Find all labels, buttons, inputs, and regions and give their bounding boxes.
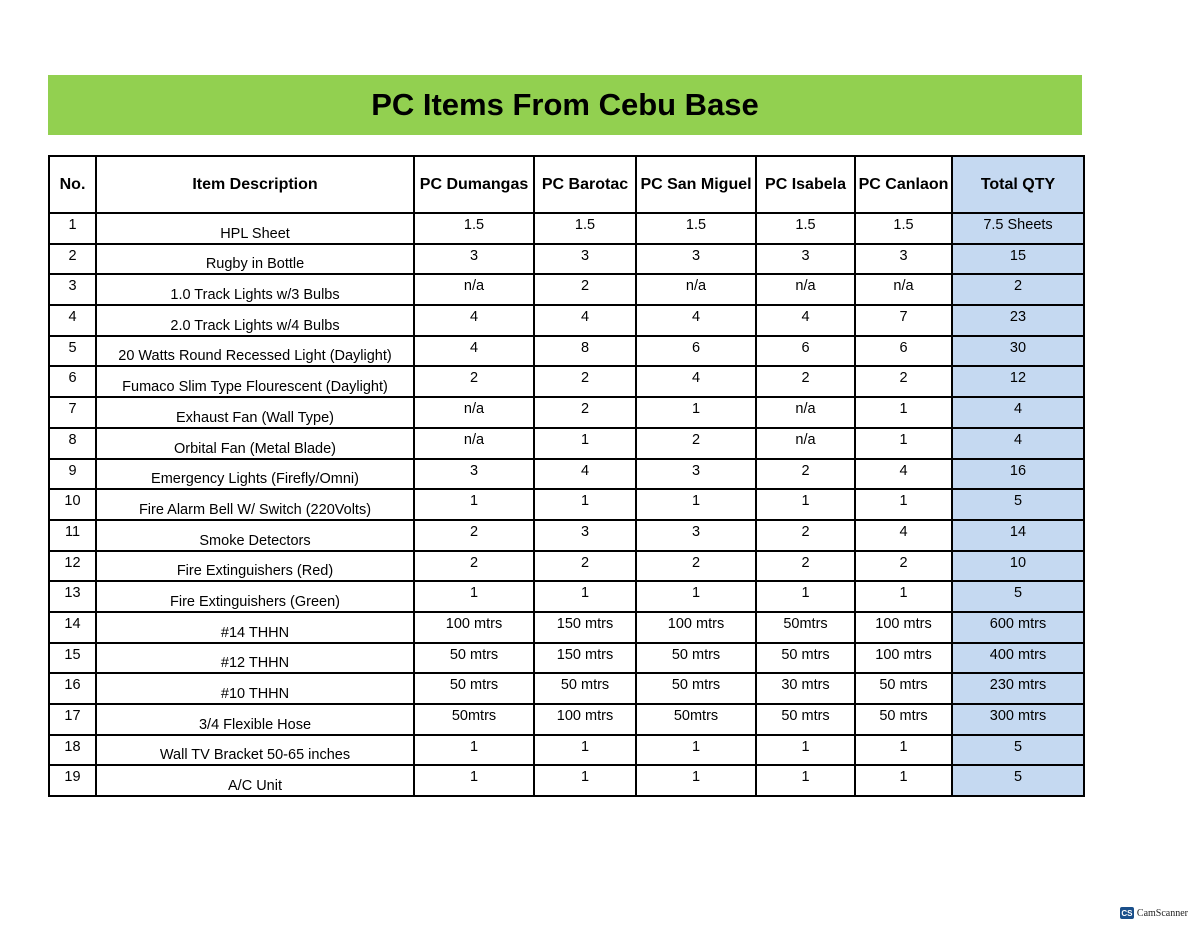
cell-pc-san-miguel: 100 mtrs (636, 612, 756, 643)
cell-pc-barotac: 3 (534, 520, 636, 551)
cell-pc-dumangas: n/a (414, 397, 534, 428)
cell-pc-isabela: 1 (756, 489, 855, 520)
cell-pc-san-miguel: 3 (636, 459, 756, 490)
cell-item-description: Exhaust Fan (Wall Type) (96, 397, 414, 428)
cell-pc-canlaon: 4 (855, 459, 952, 490)
cell-pc-isabela: n/a (756, 274, 855, 305)
cell-pc-san-miguel: 4 (636, 366, 756, 397)
cell-pc-canlaon: 4 (855, 520, 952, 551)
cell-pc-san-miguel: 3 (636, 244, 756, 275)
cell-pc-san-miguel: 50 mtrs (636, 673, 756, 704)
cell-item-description: Orbital Fan (Metal Blade) (96, 428, 414, 459)
cell-pc-canlaon: 100 mtrs (855, 643, 952, 674)
header-pc-canlaon: PC Canlaon (855, 156, 952, 213)
cell-pc-barotac: 4 (534, 305, 636, 336)
cell-pc-dumangas: 50 mtrs (414, 643, 534, 674)
cell-pc-barotac: 2 (534, 551, 636, 582)
cell-pc-isabela: 30 mtrs (756, 673, 855, 704)
cell-no: 1 (49, 213, 96, 244)
camscanner-logo-icon: CS (1121, 908, 1133, 918)
cell-pc-barotac: 1 (534, 735, 636, 766)
cell-pc-barotac: 150 mtrs (534, 643, 636, 674)
cell-total-qty: 15 (952, 244, 1084, 275)
cell-item-description: #10 THHN (96, 673, 414, 704)
cell-pc-barotac: 150 mtrs (534, 612, 636, 643)
header-total-qty: Total QTY (952, 156, 1084, 213)
cell-pc-san-miguel: 3 (636, 520, 756, 551)
cell-pc-san-miguel: 1 (636, 735, 756, 766)
table-row (49, 213, 1084, 244)
cell-pc-barotac: 50 mtrs (534, 673, 636, 704)
cell-no: 9 (49, 459, 96, 490)
cell-pc-canlaon: 1 (855, 489, 952, 520)
cell-no: 17 (49, 704, 96, 735)
cell-total-qty: 14 (952, 520, 1084, 551)
cell-pc-dumangas: 3 (414, 459, 534, 490)
cell-pc-barotac: 1 (534, 765, 636, 796)
cell-pc-dumangas: n/a (414, 428, 534, 459)
cell-pc-san-miguel: 1 (636, 581, 756, 612)
cell-pc-dumangas: 1 (414, 581, 534, 612)
table-row (49, 244, 1084, 275)
cell-pc-san-miguel: 1 (636, 765, 756, 796)
cell-pc-san-miguel: 4 (636, 305, 756, 336)
cell-pc-barotac: 2 (534, 397, 636, 428)
cell-item-description: Rugby in Bottle (96, 244, 414, 275)
cell-pc-canlaon: 1 (855, 735, 952, 766)
cell-pc-san-miguel: 50 mtrs (636, 643, 756, 674)
cell-pc-isabela: 4 (756, 305, 855, 336)
cell-pc-canlaon: n/a (855, 274, 952, 305)
cell-pc-san-miguel: 2 (636, 551, 756, 582)
cell-pc-barotac: 3 (534, 244, 636, 275)
cell-total-qty: 600 mtrs (952, 612, 1084, 643)
cell-no: 13 (49, 581, 96, 612)
cell-pc-dumangas: 1 (414, 765, 534, 796)
cell-item-description: HPL Sheet (96, 213, 414, 244)
cell-total-qty: 30 (952, 336, 1084, 367)
cell-pc-dumangas: 1.5 (414, 213, 534, 244)
header-no: No. (49, 156, 96, 213)
cell-pc-canlaon: 100 mtrs (855, 612, 952, 643)
table-row (49, 704, 1084, 735)
cell-total-qty: 23 (952, 305, 1084, 336)
cell-no: 10 (49, 489, 96, 520)
table-row (49, 673, 1084, 704)
header-row (49, 156, 1084, 213)
cell-item-description: Fire Extinguishers (Red) (96, 551, 414, 582)
cell-pc-canlaon: 7 (855, 305, 952, 336)
cell-pc-isabela: 50mtrs (756, 612, 855, 643)
cell-total-qty: 400 mtrs (952, 643, 1084, 674)
cell-pc-isabela: 2 (756, 551, 855, 582)
table-body (49, 213, 1084, 796)
cell-no: 5 (49, 336, 96, 367)
cell-pc-barotac: 2 (534, 366, 636, 397)
cell-pc-dumangas: 2 (414, 520, 534, 551)
table-row (49, 551, 1084, 582)
header-pc-isabela: PC Isabela (756, 156, 855, 213)
header-item-description: Item Description (96, 156, 414, 213)
cell-pc-dumangas: 3 (414, 244, 534, 275)
cell-pc-isabela: n/a (756, 397, 855, 428)
camscanner-text: CamScanner (1136, 907, 1188, 919)
cell-pc-barotac: 1 (534, 428, 636, 459)
cell-no: 16 (49, 673, 96, 704)
cell-pc-dumangas: 4 (414, 336, 534, 367)
cell-item-description: Fire Extinguishers (Green) (96, 581, 414, 612)
cell-pc-isabela: 1 (756, 581, 855, 612)
cell-item-description: Wall TV Bracket 50-65 inches (96, 735, 414, 766)
cell-item-description: Fumaco Slim Type Flourescent (Daylight) (96, 366, 414, 397)
cell-no: 4 (49, 305, 96, 336)
cell-pc-dumangas: 100 mtrs (414, 612, 534, 643)
cell-item-description: Emergency Lights (Firefly/Omni) (96, 459, 414, 490)
table-row (49, 735, 1084, 766)
header-pc-san-miguel: PC San Miguel (636, 156, 756, 213)
cell-pc-canlaon: 1 (855, 581, 952, 612)
cell-pc-isabela: 50 mtrs (756, 643, 855, 674)
cell-pc-canlaon: 1 (855, 765, 952, 796)
table-row (49, 459, 1084, 490)
cell-no: 12 (49, 551, 96, 582)
cell-total-qty: 5 (952, 765, 1084, 796)
cell-pc-isabela: 1 (756, 735, 855, 766)
cell-no: 6 (49, 366, 96, 397)
cell-pc-barotac: 1 (534, 489, 636, 520)
cell-total-qty: 12 (952, 366, 1084, 397)
cell-pc-dumangas: 2 (414, 551, 534, 582)
cell-total-qty: 2 (952, 274, 1084, 305)
cell-total-qty: 4 (952, 428, 1084, 459)
cell-pc-san-miguel: 6 (636, 336, 756, 367)
cell-item-description: 1.0 Track Lights w/3 Bulbs (96, 274, 414, 305)
cell-no: 18 (49, 735, 96, 766)
cell-no: 11 (49, 520, 96, 551)
cell-pc-san-miguel: 1.5 (636, 213, 756, 244)
cell-no: 19 (49, 765, 96, 796)
cell-pc-dumangas: 50 mtrs (414, 673, 534, 704)
cell-pc-canlaon: 2 (855, 551, 952, 582)
cell-item-description: Fire Alarm Bell W/ Switch (220Volts) (96, 489, 414, 520)
cell-no: 2 (49, 244, 96, 275)
cell-pc-isabela: 1.5 (756, 213, 855, 244)
table-row (49, 428, 1084, 459)
cell-pc-dumangas: 4 (414, 305, 534, 336)
cell-pc-isabela: 2 (756, 366, 855, 397)
cell-pc-isabela: 2 (756, 459, 855, 490)
cell-total-qty: 16 (952, 459, 1084, 490)
cell-no: 15 (49, 643, 96, 674)
cell-pc-dumangas: n/a (414, 274, 534, 305)
cell-pc-isabela: 1 (756, 765, 855, 796)
cell-pc-dumangas: 1 (414, 489, 534, 520)
title-banner (48, 75, 1082, 135)
cell-pc-isabela: n/a (756, 428, 855, 459)
cell-pc-canlaon: 50 mtrs (855, 704, 952, 735)
cell-item-description: #14 THHN (96, 612, 414, 643)
cell-pc-canlaon: 1 (855, 397, 952, 428)
cell-item-description: #12 THHN (96, 643, 414, 674)
table-row (49, 612, 1084, 643)
cell-total-qty: 5 (952, 735, 1084, 766)
table-row (49, 520, 1084, 551)
cell-no: 3 (49, 274, 96, 305)
cell-item-description: 2.0 Track Lights w/4 Bulbs (96, 305, 414, 336)
cell-pc-san-miguel: 1 (636, 489, 756, 520)
cell-pc-isabela: 6 (756, 336, 855, 367)
cell-item-description: 3/4 Flexible Hose (96, 704, 414, 735)
cell-total-qty: 230 mtrs (952, 673, 1084, 704)
cell-no: 14 (49, 612, 96, 643)
table-row (49, 274, 1084, 305)
table-row (49, 643, 1084, 674)
page-title: PC Items From Cebu Base (371, 87, 759, 122)
cell-pc-canlaon: 6 (855, 336, 952, 367)
cell-pc-san-miguel: 2 (636, 428, 756, 459)
cell-pc-canlaon: 1 (855, 428, 952, 459)
cell-total-qty: 4 (952, 397, 1084, 428)
cell-pc-san-miguel: 50mtrs (636, 704, 756, 735)
cell-item-description: A/C Unit (96, 765, 414, 796)
cell-pc-isabela: 3 (756, 244, 855, 275)
cell-item-description: 20 Watts Round Recessed Light (Daylight) (96, 336, 414, 367)
cell-pc-barotac: 4 (534, 459, 636, 490)
cell-pc-canlaon: 2 (855, 366, 952, 397)
cell-pc-isabela: 2 (756, 520, 855, 551)
cell-total-qty: 10 (952, 551, 1084, 582)
table-row (49, 765, 1084, 796)
table-row (49, 366, 1084, 397)
camscanner-watermark (1120, 907, 1188, 919)
cell-pc-dumangas: 2 (414, 366, 534, 397)
cell-pc-canlaon: 3 (855, 244, 952, 275)
cell-pc-barotac: 1 (534, 581, 636, 612)
cell-no: 8 (49, 428, 96, 459)
cell-total-qty: 5 (952, 581, 1084, 612)
cell-pc-san-miguel: n/a (636, 274, 756, 305)
cell-total-qty: 300 mtrs (952, 704, 1084, 735)
cell-pc-canlaon: 1.5 (855, 213, 952, 244)
cell-item-description: Smoke Detectors (96, 520, 414, 551)
header-pc-barotac: PC Barotac (534, 156, 636, 213)
cell-pc-barotac: 1.5 (534, 213, 636, 244)
table-row (49, 305, 1084, 336)
cell-pc-barotac: 8 (534, 336, 636, 367)
cell-pc-san-miguel: 1 (636, 397, 756, 428)
cell-pc-barotac: 2 (534, 274, 636, 305)
cell-pc-barotac: 100 mtrs (534, 704, 636, 735)
table-row (49, 397, 1084, 428)
cell-pc-dumangas: 1 (414, 735, 534, 766)
cell-total-qty: 7.5 Sheets (952, 213, 1084, 244)
cell-no: 7 (49, 397, 96, 428)
cell-pc-dumangas: 50mtrs (414, 704, 534, 735)
cell-total-qty: 5 (952, 489, 1084, 520)
table-row (49, 489, 1084, 520)
cell-pc-canlaon: 50 mtrs (855, 673, 952, 704)
table-row (49, 336, 1084, 367)
cell-pc-isabela: 50 mtrs (756, 704, 855, 735)
header-pc-dumangas: PC Dumangas (414, 156, 534, 213)
table-row (49, 581, 1084, 612)
items-table (48, 155, 1085, 797)
